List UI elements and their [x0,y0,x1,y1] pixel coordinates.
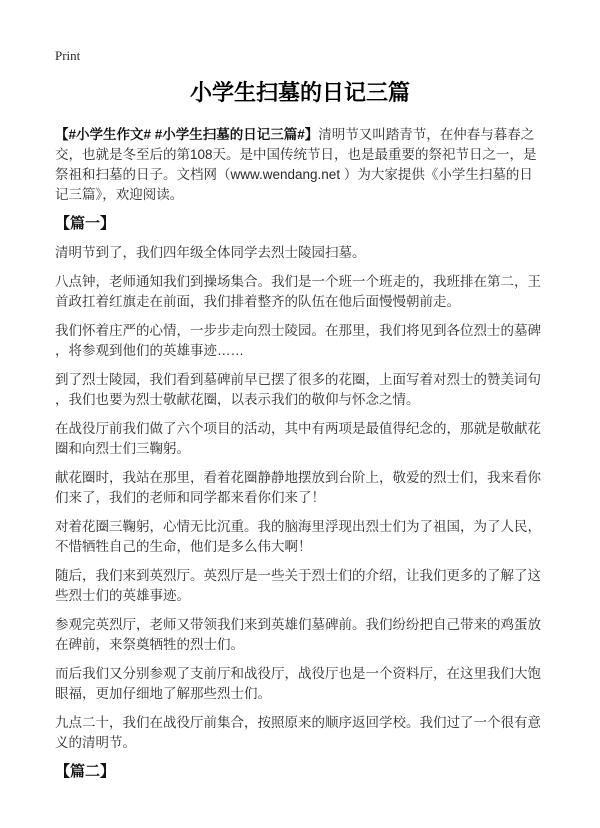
paragraph: 我们怀着庄严的心情，一步步走向烈士陵园。在那里，我们将见到各位烈士的墓碑，将参观到他们的英雄事迹…… [55,323,541,358]
page-title: 小学生扫墓的日记三篇 [189,80,410,105]
paragraph: 九点二十，我们在战役厅前集合，按照原来的顺序返回学校。我们过了一个很有意义的清明节。 [55,715,541,750]
section-heading-part-one: 【篇一】 [55,215,116,232]
paragraph: 八点钟，老师通知我们到操场集合。我们是一个班一个班走的，我班排在第二，王首政扛着红旗走在前面，我们排着整齐的队伍在他后面慢慢朝前走。 [55,274,541,309]
paragraph: 随后，我们来到英烈厅。英烈厅是一些关于烈士们的介绍，让我们更多的了解了这些烈士们的英雄事迹。 [55,568,541,603]
intro-text: 清明节又叫踏青节，在仲春与暮春之交，也就是冬至后的第108天。是中国传统节日，也是最重要的祭祀节日之一，是祭祖和扫墓的日子。文档网（www.wendang.net ）为大家提供《小学生扫墓的日记三篇》，欢迎阅读。 [55,127,537,202]
paragraph: 参观完英烈厅，老师又带领我们来到英雄们墓碑前。我们纷纷把自己带来的鸡蛋放在碑前，来祭奠牺牲的烈士们。 [55,617,541,652]
intro-paragraph [55,125,545,205]
intro-hashtags: 【#小学生作文# #小学生扫墓的日记三篇#】 [55,127,319,142]
paragraph: 对着花圈三鞠躬，心情无比沉重。我的脑海里浮现出烈士们为了祖国，为了人民，不惜牺牲自己的生命，他们是多么伟大啊！ [55,519,541,554]
paragraph: 到了烈士陵园，我们看到墓碑前早已摆了很多的花圈，上面写着对烈士的赞美词句，我们也要为烈士敬献花圈，以表示我们的敬仰与怀念之情。 [55,372,541,407]
document-body [55,125,545,782]
paragraph: 献花圈时，我站在那里，看着花圈静静地摆放到台阶上，敬爱的烈士们，我来看你们来了，我们的老师和同学都来看你们来了！ [55,470,541,505]
paragraph: 而后我们又分别参观了支前厅和战役厅，战役厅也是一个资料厅，在这里我们大饱眼福，更加仔细地了解那些烈士们。 [55,666,541,701]
paragraph: 在战役厅前我们做了六个项目的活动，其中有两项是最值得纪念的，那就是敬献花圈和向烈士们三鞠躬。 [55,421,541,456]
section-heading-part-two: 【篇二】 [55,763,116,780]
print-button[interactable]: Print [55,48,81,63]
paragraph: 清明节到了，我们四年级全体同学去烈士陵园扫墓。 [55,245,366,260]
